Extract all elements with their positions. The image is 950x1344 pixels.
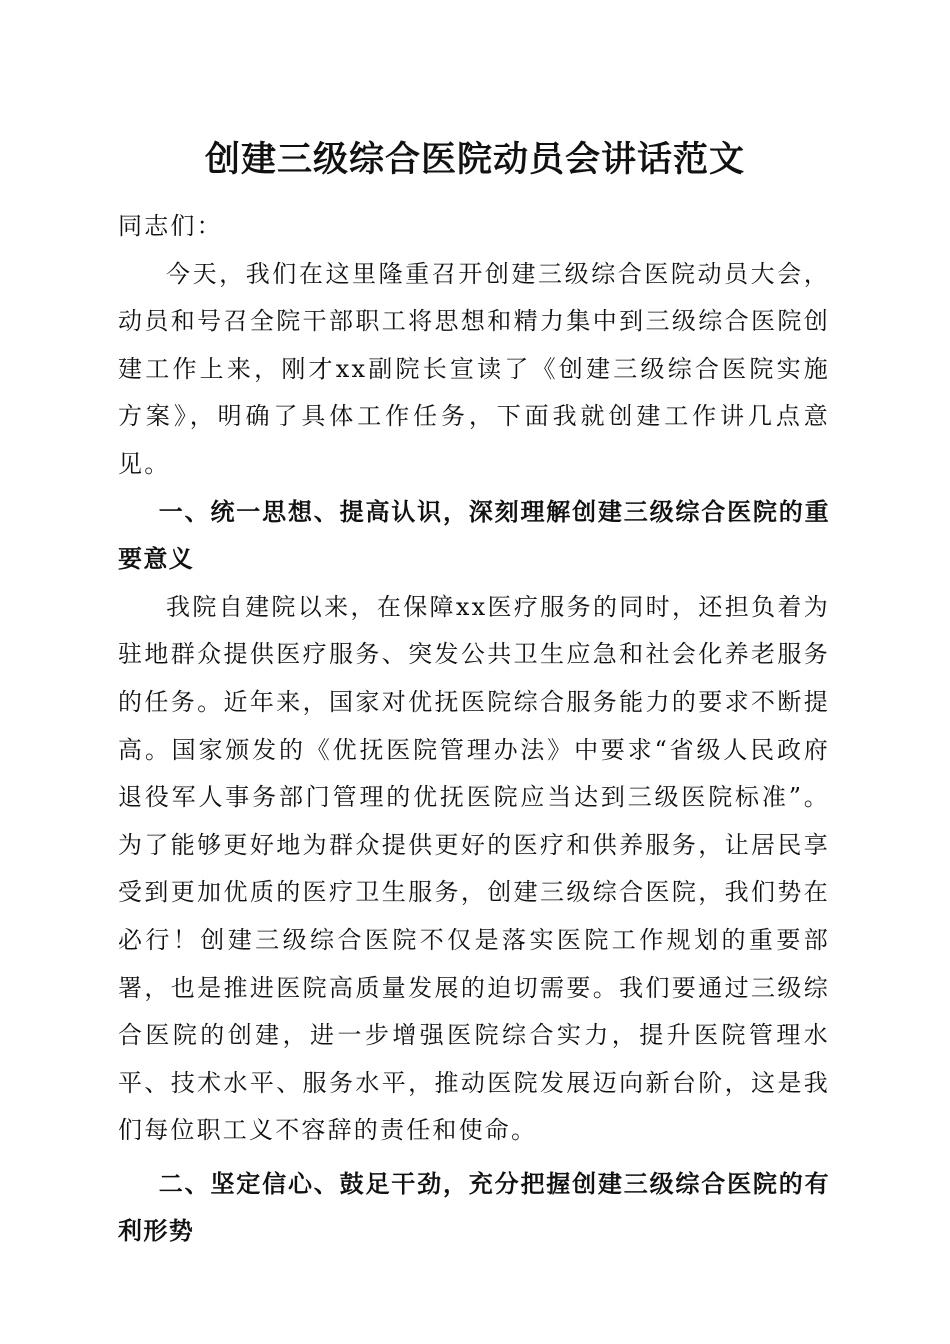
section-heading-1: 一、统一思想、提高认识，深刻理解创建三级综合医院的重要意义 bbox=[118, 497, 830, 574]
salutation: 同志们： bbox=[118, 212, 223, 240]
document-title: 创建三级综合医院动员会讲话范文 bbox=[204, 139, 745, 180]
section-1-paragraph: 我院自建院以来，在保障xx医疗服务的同时，还担负着为驻地群众提供医疗服务、突发公共卫生应急和社会化养老服务的任务。近年来，国家对优抚医院综合服务能力的要求不断提高。国家颁发的《优抚医院管理办法》中要求“省级人民政府退役军人事务部门管理的优抚医院应当达到三级医院标准”。为了能够更好地为群众提供更好的医疗和供养服务，让居民享受到更加优质的医疗卫生服务，创建三级综合医院，我们势在必行！创建三级综合医院不仅是落实医院工作规划的重要部署，也是推进医院高质量发展的迫切需要。我们要通过三级综合医院的创建，进一步增强医院综合实力，提升医院管理水平、技术水平、服务水平，推动医院发展迈向新台阶，这是我们每位职工义不容辞的责任和使命。 bbox=[118, 592, 830, 1145]
intro-paragraph: 今天，我们在这里隆重召开创建三级综合医院动员大会，动员和号召全院干部职工将思想和精力集中到三级综合医院创建工作上来，刚才xx副院长宣读了《创建三级综合医院实施方案》，明确了具体工作任务，下面我就创建工作讲几点意见。 bbox=[118, 259, 830, 478]
section-heading-2: 二、坚定信心、鼓足干劲，充分把握创建三级综合医院的有利形势 bbox=[118, 1169, 830, 1246]
document-body bbox=[118, 203, 830, 1256]
